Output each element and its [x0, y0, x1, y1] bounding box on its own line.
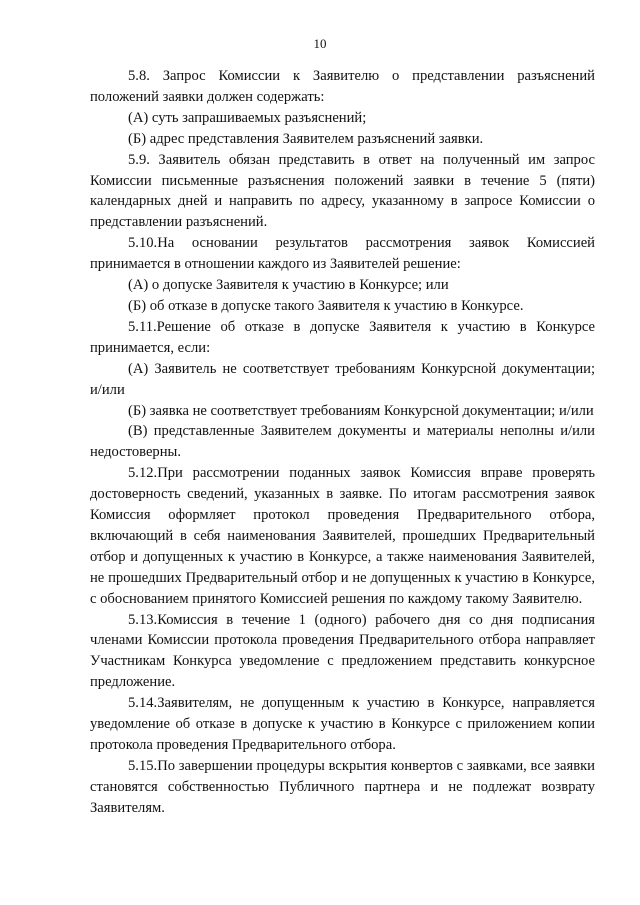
paragraph-5-10: 5.10.На основании результатов рассмотрения заявок Комиссией принимается в отношении каждого из Заявителей решение: [90, 235, 595, 273]
list-item-5-10-b: (Б) об отказе в допуске такого Заявителя к участию в Конкурсе. [128, 297, 524, 314]
paragraph-5-8: 5.8. Запрос Комиссии к Заявителю о представлении разъяснений положений заявки должен содержать: [90, 68, 595, 105]
list-item-5-11-b: (Б) заявка не соответствует требованиям Конкурсной документации; и/или [128, 402, 594, 419]
document-body [90, 66, 595, 819]
list-item-5-11-c: (В) представленные Заявителем документы и материалы неполны и/или недостоверны. [90, 423, 595, 461]
list-item-5-10-a: (А) о допуске Заявителя к участию в Конкурсе; или [128, 277, 449, 294]
page-number: 10 [313, 36, 327, 51]
paragraph-5-9: 5.9. Заявитель обязан представить в ответ на полученный им запрос Комиссии письменные разъяснения положений заявки в течение 5 (пяти) календарных дней и направить по адресу, указанному в запросе Комиссии о представлении разъяснений. [90, 151, 595, 231]
paragraph-5-14: 5.14.Заявителям, не допущенным к участию в Конкурсе, направляется уведомление об отказе в допуске к участию в Конкурсе с приложением копии протокола проведения Предварительного отбора. [90, 695, 595, 753]
paragraph-5-15: 5.15.По завершении процедуры вскрытия конвертов с заявками, все заявки становятся собственностью Публичного партнера и не подлежат возврату Заявителям. [90, 757, 595, 816]
list-item-5-11-a: (А) Заявитель не соответствует требованиям Конкурсной документации; и/или [90, 360, 595, 398]
paragraph-5-12: 5.12.При рассмотрении поданных заявок Комиссия вправе проверять достоверность сведений, указанных в заявке. По итогам рассмотрения заявок Комиссия оформляет протокол проведения Предварительного отбора, включающий в себя наименования Заявителей, прошедших Предварительный отбор и допущенных к участию в Конкурсе, а также наименования Заявителей, не прошедших Предварительный отбор и не допущенных к участию в Конкурсе, с обоснованием принятого Комиссией решения по каждому такому Заявителю. [90, 465, 595, 607]
list-item-5-8-a: (А) суть запрашиваемых разъяснений; [128, 109, 367, 126]
paragraph-5-11: 5.11.Решение об отказе в допуске Заявителя к участию в Конкурсе принимается, если: [90, 318, 595, 356]
paragraph-5-13: 5.13.Комиссия в течение 1 (одного) рабочего дня со дня подписания членами Комиссии протокола проведения Предварительного отбора направляет Участникам Конкурса уведомление с предложением представить конкурсное предложение. [90, 611, 595, 691]
list-item-5-8-b: (Б) адрес представления Заявителем разъяснений заявки. [128, 130, 484, 147]
